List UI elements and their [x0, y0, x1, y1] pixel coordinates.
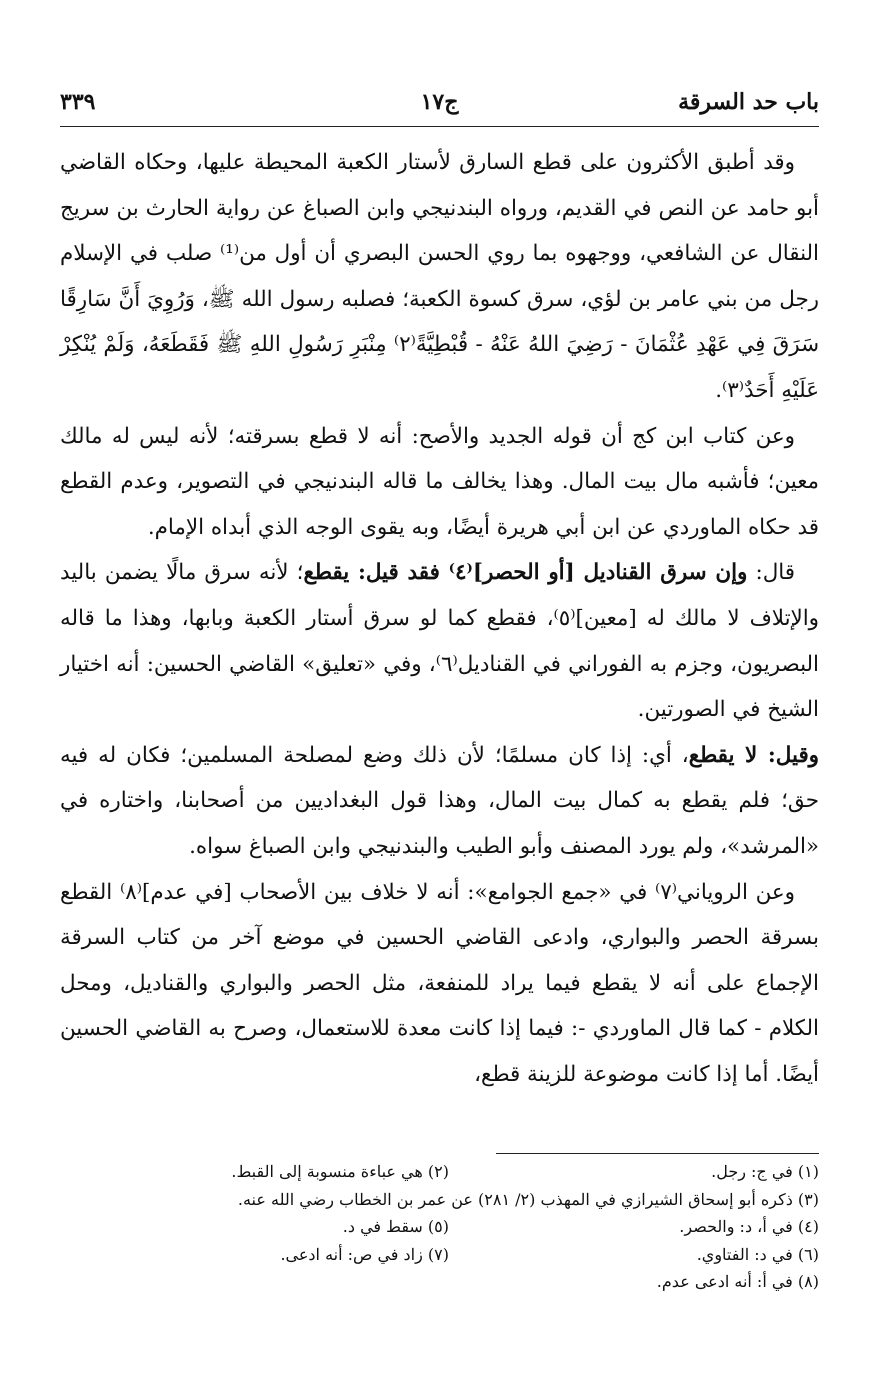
bold-phrase: وإن سرق القناديل [أو الحصر]⁽٤⁾ فقد قيل: يقطع — [303, 560, 748, 586]
paragraph: وقد أطبق الأكثرون على قطع السارق لأستار الكعبة المحيطة عليها، وحكاه القاضي أبو حامد عن النص في القديم، ورواه البندنيجي وابن الصباغ عن رواية الحارث بن سريج النقال عن الشافعي، ووجهوه بما روي الحسن البصري أن أول من⁽¹⁾ صلب في الإسلام رجل من بني عامر بن لؤي، سرق كسوة الكعبة؛ فصلبه رسول الله ﷺ، وَرُوِيَ أَنَّ سَارِقًا سَرَقَ فِي عَهْدِ عُثْمَانَ - رَضِيَ اللهُ عَنْهُ - قُبْطِيَّةً⁽٢⁾ مِنْبَرِ رَسُولِ اللهِ ﷺ فَقَطَعَهُ، وَلَمْ يُنْكِرْ عَلَيْهِ أَحَدٌ⁽٣⁾. — [60, 150, 819, 403]
bold-phrase: وقيل: لا يقطع — [688, 742, 819, 768]
footnote-row — [60, 1268, 819, 1296]
footnote-row — [60, 1241, 819, 1269]
footnote-divider — [496, 1153, 819, 1154]
chapter-title: باب حد السرقة — [678, 89, 819, 115]
footnote-row — [60, 1186, 819, 1214]
paragraph-rest: ؛ لأنه سرق مالًا يضمن باليد والإتلاف لا مالك له [معين]⁽٥⁾، فقطع كما لو سرق أستار الكعبة وبابها، وهذا ما قاله البصريون، وجزم به الفوراني في القناديل⁽٦⁾، وفي «تعليق» القاضي الحسين: أنه اختيار الشيخ في الصورتين. — [60, 560, 819, 723]
page-number: ٣٣٩ — [60, 89, 96, 115]
footnote-1: (١) في ج: رجل. — [711, 1162, 819, 1181]
paragraph-lead: قال: — [747, 560, 795, 586]
footnote-2: (٢) هي عباءة منسوبة إلى القبط. — [231, 1162, 449, 1181]
footnote-8: (٨) في أ: أنه ادعى عدم. — [656, 1272, 819, 1291]
footnote-3: (٣) ذكره أبو إسحاق الشيرازي في المهذب (٢/ ٢٨١) عن عمر بن الخطاب رضي الله عنه. — [237, 1189, 819, 1209]
footnote-row — [60, 1158, 819, 1186]
paragraph: وعن كتاب ابن كج أن قوله الجديد والأصح: أنه لا قطع بسرقته؛ لأنه ليس له مالك معين؛ فأشبه مال بيت المال. وهذا يخالف ما قاله البندنيجي في التصوير، وعدم القطع قد حكاه الماوردي عن ابن أبي هريرة أيضًا، وبه يقوى الوجه الذي أبداه الإمام. — [60, 423, 819, 540]
paragraph-rest: ، أي: إذا كان مسلمًا؛ لأن ذلك وضع لمصلحة المسلمين؛ فكان له فيه حق؛ فلم يقطع به كمال بيت المال، وهذا قول البغداديين من أصحابنا، واختاره في «المرشد»، ولم يورد المصنف وأبو الطيب والبندنيجي وابن الصباغ سواه. — [60, 742, 819, 859]
footnote-4: (٤) في أ، د: والحصر. — [679, 1217, 819, 1236]
paragraph — [60, 733, 819, 870]
header-divider — [60, 126, 819, 127]
footnote-6: (٦) في د: الفتاوي. — [696, 1244, 819, 1264]
footnote-row — [60, 1213, 819, 1241]
running-header — [60, 84, 819, 120]
main-text — [60, 140, 819, 1097]
volume-label: ج١٧ — [420, 89, 459, 115]
paragraph — [60, 550, 819, 732]
footnotes — [60, 1158, 819, 1296]
footnote-7: (٧) زاد في ص: أنه ادعى. — [280, 1244, 449, 1264]
paragraph: وعن الروياني⁽٧⁾ في «جمع الجوامع»: أنه لا خلاف بين الأصحاب [في عدم]⁽٨⁾ القطع بسرقة الحصر والبواري، وادعى القاضي الحسين في موضع آخر من كتاب السرقة الإجماع على أنه لا يقطع فيما يراد للمنفعة، مثل الحصر والبواري والقناديل، ومحل الكلام - كما قال الماوردي -: فيما إذا كانت معدة للاستعمال، وصرح به القاضي الحسين أيضًا. أما إذا كانت موضوعة للزينة قطع، — [60, 879, 819, 1087]
footnote-5: (٥) سقط في د. — [342, 1217, 449, 1236]
